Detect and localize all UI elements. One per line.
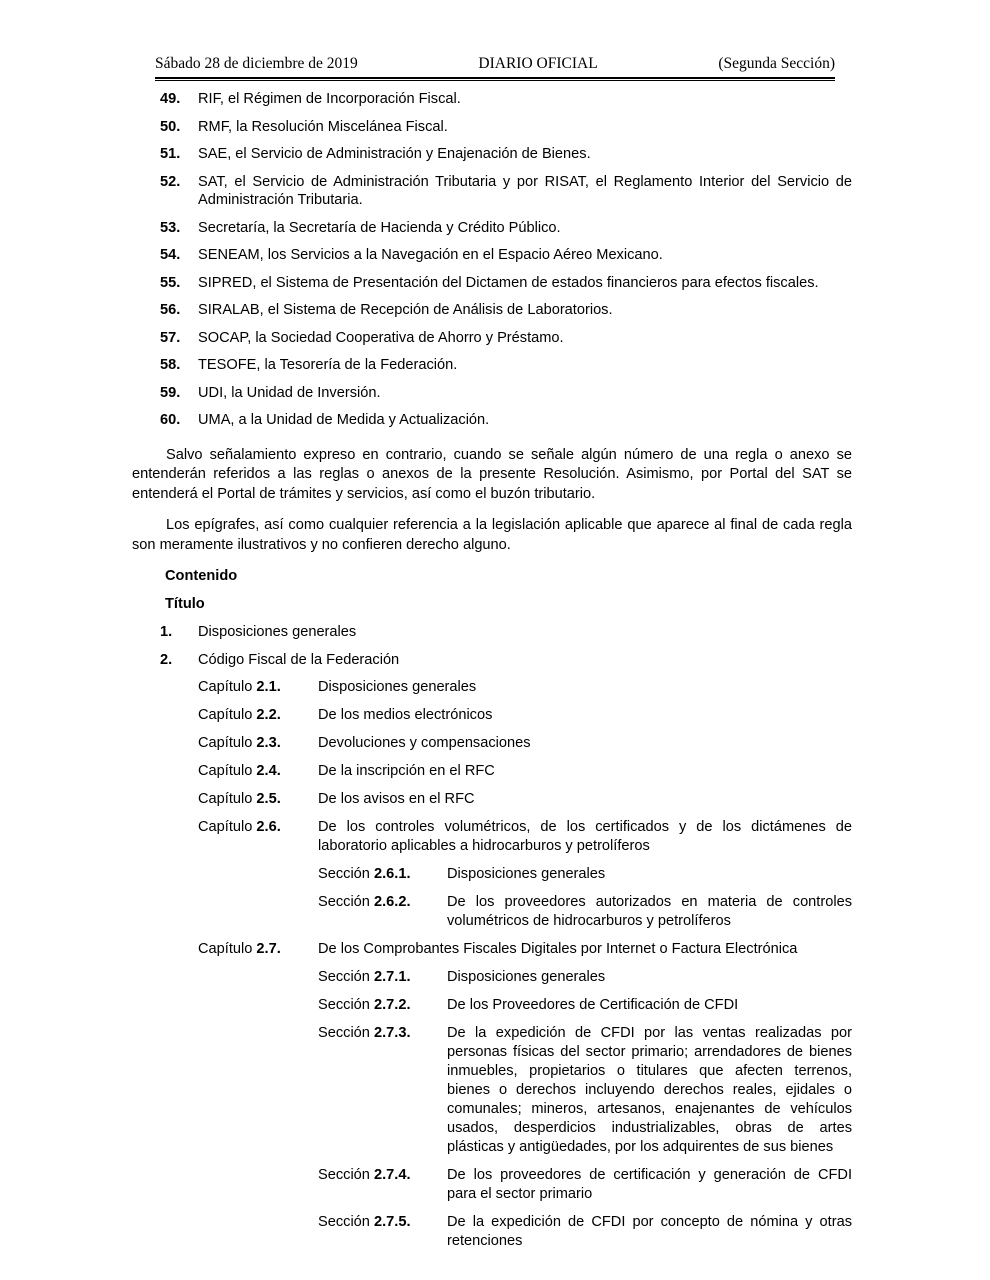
entry-label-word: Sección: [318, 969, 370, 985]
entry-description: De la expedición de CFDI por las ventas realizadas por personas físicas del sector primario; arrendadores de bienes inmuebles, propietarios o titulares que afecten terrenos, bienes o derechos incluyendo derechos reales, ejidales o comunales; mineros, artesanos, enajenantes de vehículos usados, desperdicios industrializables, obras de artes plásticas y antigüedades, por los adquirentes de sus bienes: [447, 1025, 852, 1155]
entry-label-number: 2.7.5.: [373, 1214, 411, 1230]
entry-label-word: Sección: [318, 997, 370, 1013]
entry-description: De los Proveedores de Certificación de CFDI: [447, 997, 739, 1013]
document-body: [0, 90, 990, 1260]
header-divider-rule: [155, 77, 835, 81]
entry-description: De los proveedores de certificación y generación de CFDI para el sector primario: [447, 1167, 852, 1202]
seccion-label: [318, 893, 411, 912]
heading-contenido: Contenido: [165, 568, 238, 584]
definition-item: [0, 329, 990, 348]
body-paragraph: Los epígrafes, así como cualquier referencia a la legislación aplicable que aparece al final de cada regla son meramente ilustrativos y no confieren derecho alguno.: [132, 517, 852, 553]
seccion-label: [318, 1024, 411, 1043]
entry-label-word: Sección: [318, 1167, 370, 1183]
definition-number: 58.: [160, 357, 181, 373]
definition-item: [0, 411, 990, 430]
entry-description: De los controles volumétricos, de los certificados y de los dictámenes de laboratorio aplicables a hidrocarburos y petrolíferos: [318, 819, 852, 854]
entry-description: Devoluciones y compensaciones: [318, 735, 531, 751]
entry-label-word: Sección: [318, 894, 370, 910]
seccion-row: [0, 865, 990, 884]
definition-number: 56.: [160, 302, 181, 318]
definition-item: [0, 301, 990, 320]
titulo-text: Código Fiscal de la Federación: [198, 651, 400, 668]
header-title: DIARIO OFICIAL: [478, 55, 598, 72]
definition-item: [0, 145, 990, 164]
definition-item: [0, 356, 990, 375]
seccion-label: [318, 1166, 411, 1185]
definition-item: [0, 384, 990, 403]
heading-titulo: Título: [165, 596, 205, 612]
entry-label-number: 2.7.: [256, 941, 281, 957]
definition-text: Secretaría, la Secretaría de Hacienda y Crédito Público.: [198, 219, 561, 236]
titulo-number: 1.: [160, 624, 173, 640]
capitulo-row: [0, 790, 990, 809]
capitulo-row: [0, 818, 990, 856]
entry-description: De los medios electrónicos: [318, 707, 493, 723]
entry-description: Disposiciones generales: [318, 679, 477, 695]
definition-number: 54.: [160, 247, 181, 263]
seccion-row: [0, 968, 990, 987]
entry-label-number: 2.5.: [256, 791, 281, 807]
capitulo-label: [198, 706, 281, 725]
entry-label-word: Sección: [318, 866, 370, 882]
definition-number: 59.: [160, 384, 181, 401]
definition-text: SOCAP, la Sociedad Cooperativa de Ahorro y Préstamo.: [198, 329, 564, 346]
definition-number: 49.: [160, 91, 181, 107]
entry-label-number: 2.6.1.: [373, 866, 411, 882]
entry-label-word: Capítulo: [198, 819, 253, 835]
entry-description: De los avisos en el RFC: [318, 791, 475, 807]
entry-label-number: 2.1.: [256, 679, 281, 695]
seccion-label: [318, 1213, 411, 1232]
definition-text: UDI, la Unidad de Inversión.: [198, 384, 381, 401]
entry-label-number: 2.3.: [256, 735, 281, 751]
entry-label-number: 2.7.1.: [373, 969, 411, 985]
entry-description: De la expedición de CFDI por concepto de nómina y otras retenciones: [447, 1214, 852, 1249]
definition-text: TESOFE, la Tesorería de la Federación.: [198, 357, 458, 373]
seccion-row: [0, 1024, 990, 1157]
definition-number: 53.: [160, 219, 181, 236]
entry-label-number: 2.7.4.: [373, 1167, 411, 1183]
definition-text: SAT, el Servicio de Administración Tributaria y por RISAT, el Reglamento Interior del Servicio de Administración Tributaria.: [198, 173, 852, 208]
capitulo-row: [0, 940, 990, 959]
entry-label-word: Capítulo: [198, 707, 253, 723]
definition-text: SIRALAB, el Sistema de Recepción de Análisis de Laboratorios.: [198, 302, 613, 318]
titulo-row: [0, 651, 990, 670]
body-paragraph: Salvo señalamiento expreso en contrario, cuando se señale algún número de una regla o anexo se entenderán referidos a las reglas o anexos de la presente Resolución. Asimismo, por Portal del SAT se entenderá el Portal de trámites y servicios, así como el buzón tributario.: [132, 446, 852, 502]
definition-number: 55.: [160, 274, 181, 291]
seccion-row: [0, 1166, 990, 1204]
definition-item: [0, 173, 990, 210]
titulo-row: [0, 623, 990, 642]
definition-number: 51.: [160, 146, 181, 162]
intro-paragraphs: [0, 446, 990, 556]
capitulo-label: [198, 762, 281, 781]
capitulo-row: [0, 706, 990, 725]
seccion-row: [0, 893, 990, 931]
entry-label-word: Sección: [318, 1025, 370, 1041]
capitulo-row: [0, 734, 990, 753]
definition-text: RIF, el Régimen de Incorporación Fiscal.: [198, 91, 461, 107]
capitulo-label: [198, 678, 281, 697]
seccion-label: [318, 865, 411, 884]
toc-entries-list: [0, 678, 990, 1251]
seccion-label: [318, 996, 411, 1015]
entry-label-number: 2.4.: [256, 763, 281, 779]
entry-description: Disposiciones generales: [447, 866, 606, 882]
definition-item: [0, 274, 990, 293]
entry-label-word: Capítulo: [198, 763, 253, 779]
header-date: Sábado 28 de diciembre de 2019: [155, 55, 358, 72]
page-running-head: [155, 54, 835, 73]
titulo-number: 2.: [160, 651, 173, 668]
definition-item: [0, 118, 990, 137]
entry-label-word: Sección: [318, 1214, 370, 1230]
definition-number: 50.: [160, 118, 181, 135]
titulo-list: [0, 623, 990, 669]
entry-label-number: 2.7.2.: [373, 997, 411, 1013]
entry-description: De la inscripción en el RFC: [318, 763, 495, 779]
capitulo-label: [198, 818, 281, 837]
entry-label-word: Capítulo: [198, 791, 253, 807]
entry-label-word: Capítulo: [198, 735, 253, 751]
definition-number: 52.: [160, 173, 181, 190]
seccion-row: [0, 1213, 990, 1251]
capitulo-label: [198, 790, 281, 809]
definition-text: RMF, la Resolución Miscelánea Fiscal.: [198, 118, 448, 135]
entry-label-word: Capítulo: [198, 679, 253, 695]
entry-description: Disposiciones generales: [447, 969, 606, 985]
entry-label-number: 2.2.: [256, 707, 281, 723]
definitions-list: [0, 90, 990, 430]
definition-number: 57.: [160, 329, 181, 346]
capitulo-label: [198, 940, 281, 959]
definition-number: 60.: [160, 412, 181, 428]
definition-text: SENEAM, los Servicios a la Navegación en el Espacio Aéreo Mexicano.: [198, 247, 663, 263]
definition-text: UMA, a la Unidad de Medida y Actualización.: [198, 412, 490, 428]
definition-text: SIPRED, el Sistema de Presentación del Dictamen de estados financieros para efectos fiscales.: [198, 274, 819, 291]
definition-item: [0, 246, 990, 265]
capitulo-label: [198, 734, 281, 753]
definition-item: [0, 90, 990, 109]
entry-label-number: 2.7.3.: [373, 1025, 411, 1041]
definition-text: SAE, el Servicio de Administración y Enajenación de Bienes.: [198, 146, 591, 162]
definition-item: [0, 219, 990, 238]
seccion-label: [318, 968, 411, 987]
entry-description: De los proveedores autorizados en materia de controles volumétricos de hidrocarburos y petrolíferos: [447, 894, 852, 929]
entry-label-number: 2.6.2.: [373, 894, 411, 910]
capitulo-row: [0, 678, 990, 697]
entry-label-number: 2.6.: [256, 819, 281, 835]
seccion-row: [0, 996, 990, 1015]
entry-description: De los Comprobantes Fiscales Digitales por Internet o Factura Electrónica: [318, 941, 798, 957]
titulo-text: Disposiciones generales: [198, 624, 357, 640]
header-section: (Segunda Sección): [718, 55, 835, 72]
capitulo-row: [0, 762, 990, 781]
entry-label-word: Capítulo: [198, 941, 253, 957]
